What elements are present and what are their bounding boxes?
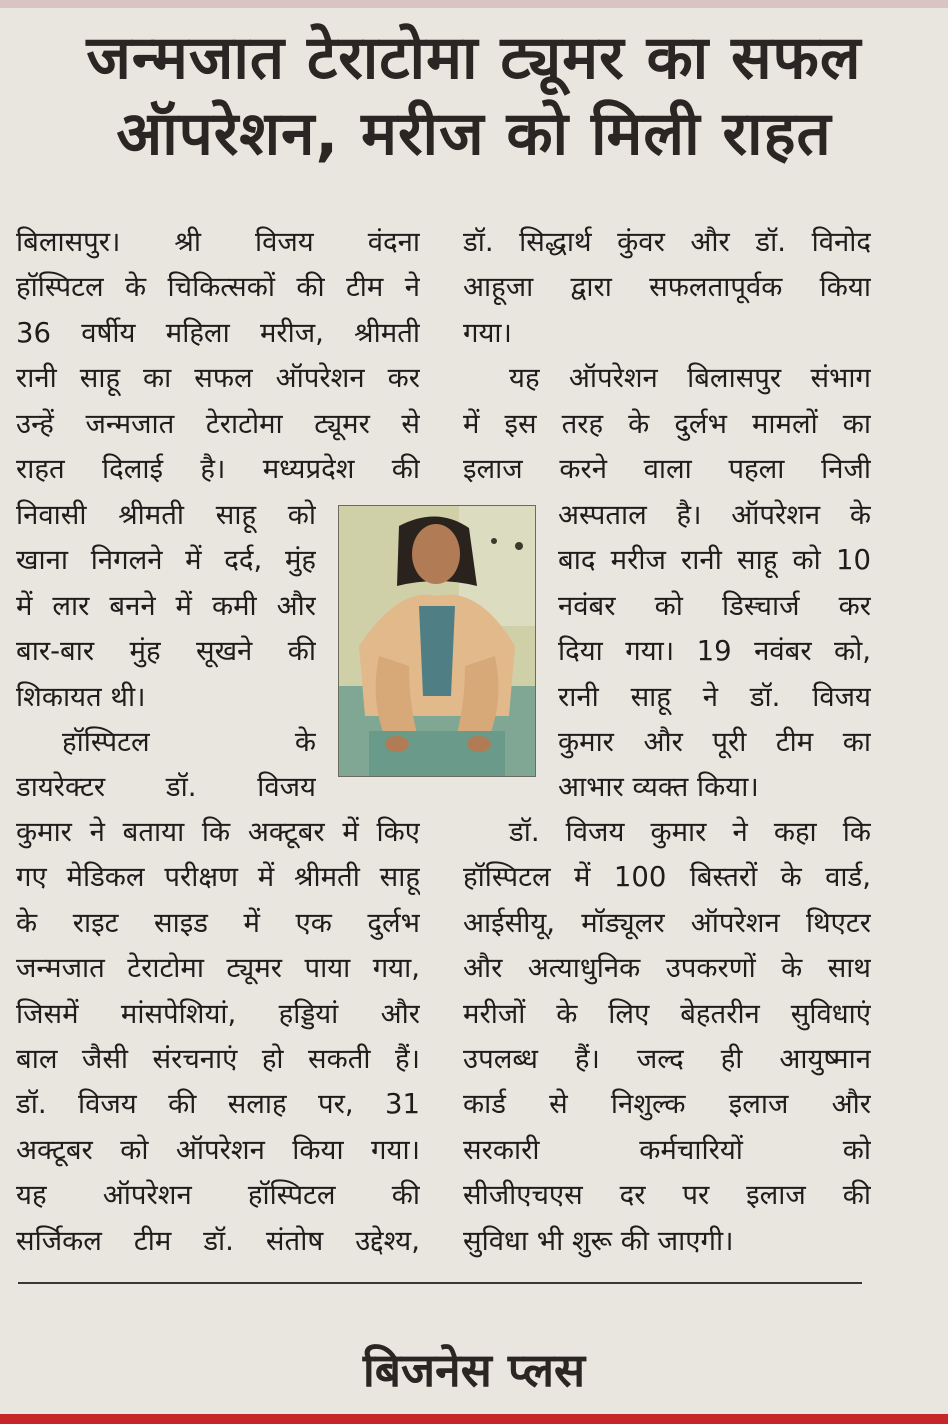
headline (0, 20, 948, 172)
text-line: रानी साहू ने डॉ. विजय (558, 680, 871, 713)
text-line: दिया गया। 19 नवंबर को, (558, 635, 871, 668)
text-line: खाना निगलने में दर्द, मुंह (16, 544, 316, 577)
text-line: यह ऑपरेशन बिलासपुर संभाग (509, 362, 871, 395)
text-line: रानी साहू का सफल ऑपरेशन कर (16, 362, 420, 395)
headline-line-1: जन्मजात टेराटोमा ट्यूमर का सफल (86, 23, 862, 93)
text-line: डॉ. विजय कुमार ने कहा कि (509, 816, 871, 848)
text-line: कुमार ने बताया कि अक्टूबर में किए (16, 816, 420, 848)
left-column-bottom (16, 810, 420, 1264)
left-column-beside-photo (16, 493, 316, 811)
text-line: बाल जैसी संरचनाएं हो सकती हैं। (16, 1043, 420, 1076)
text-line: इलाज करने वाला पहला निजी (463, 453, 871, 486)
text-line: आईसीयू, मॉड्यूलर ऑपरेशन थिएटर (463, 906, 871, 939)
text-line: उन्हें जन्मजात टेराटोमा ट्यूमर से (16, 407, 420, 440)
right-column-top (463, 220, 871, 492)
text-line: आभार व्यक्त किया। (558, 771, 759, 804)
text-line: यह ऑपरेशन हॉस्पिटल की (16, 1179, 420, 1212)
headline-line-2: ऑपरेशन, मरीज को मिली राहत (116, 99, 832, 169)
text-line: में लार बनने में कमी और (16, 589, 316, 622)
text-line: नवंबर को डिस्चार्ज कर (558, 589, 871, 622)
text-line: हॉस्पिटल के चिकित्सकों की टीम ने (16, 271, 420, 304)
text-line: मरीजों के लिए बेहतरीन सुविधाएं (463, 997, 871, 1030)
text-line: अस्पताल है। ऑपरेशन के (558, 499, 871, 531)
text-line: बाद मरीज रानी साहू को 10 (558, 544, 871, 577)
text-line: डॉ. विजय की सलाह पर, 31 (16, 1088, 420, 1121)
top-edge-band (0, 0, 948, 8)
text-line: डायरेक्टर डॉ. विजय (16, 771, 316, 804)
text-line: आहूजा द्वारा सफलतापूर्वक किया (463, 271, 871, 304)
text-line: और अत्याधुनिक उपकरणों के साथ (463, 952, 871, 985)
text-line: हॉस्पिटल में 100 बिस्तरों के वार्ड, (463, 861, 871, 894)
text-line: जिसमें मांसपेशियां, हड्डियां और (16, 997, 420, 1030)
patient-photo-illustration (339, 506, 535, 776)
divider-rule (18, 1282, 862, 1284)
text-line: सीजीएचएस दर पर इलाज की (463, 1179, 871, 1212)
text-line: अक्टूबर को ऑपरेशन किया गया। (16, 1133, 420, 1166)
patient-photo (338, 505, 536, 777)
text-line: कुमार और पूरी टीम का (558, 726, 871, 759)
text-line: 36 वर्षीय महिला मरीज, श्रीमती (16, 316, 420, 349)
left-column-top (16, 220, 420, 492)
text-line: शिकायत थी। (16, 680, 146, 713)
publication-name: बिजनेस प्लस (362, 1343, 586, 1397)
right-column-bottom (463, 810, 871, 1264)
text-line: हॉस्पिटल के (62, 726, 316, 759)
text-line: जन्मजात टेराटोमा ट्यूमर पाया गया, (16, 952, 420, 985)
text-line: कार्ड से निशुल्क इलाज और (463, 1088, 871, 1121)
right-column-beside-photo (558, 493, 871, 811)
text-line: सरकारी कर्मचारियों को (463, 1133, 871, 1166)
text-line: राहत दिलाई है। मध्यप्रदेश की (16, 453, 420, 486)
text-line: उपलब्ध हैं। जल्द ही आयुष्मान (463, 1043, 871, 1076)
text-line: बिलासपुर। श्री विजय वंदना (16, 226, 420, 258)
text-line: के राइट साइड में एक दुर्लभ (16, 906, 420, 939)
bottom-edge-band (0, 1414, 948, 1424)
text-line: में इस तरह के दुर्लभ मामलों का (463, 407, 871, 440)
text-line: गए मेडिकल परीक्षण में श्रीमती साहू (16, 861, 420, 894)
text-line: डॉ. सिद्धार्थ कुंवर और डॉ. विनोद (463, 226, 871, 258)
text-line: गया। (463, 316, 512, 349)
text-line: निवासी श्रीमती साहू को (16, 499, 316, 531)
text-line: सुविधा भी शुरू की जाएगी। (463, 1224, 734, 1257)
text-line: बार-बार मुंह सूखने की (16, 635, 316, 668)
text-line: सर्जिकल टीम डॉ. संतोष उद्देश्य, (16, 1224, 420, 1257)
